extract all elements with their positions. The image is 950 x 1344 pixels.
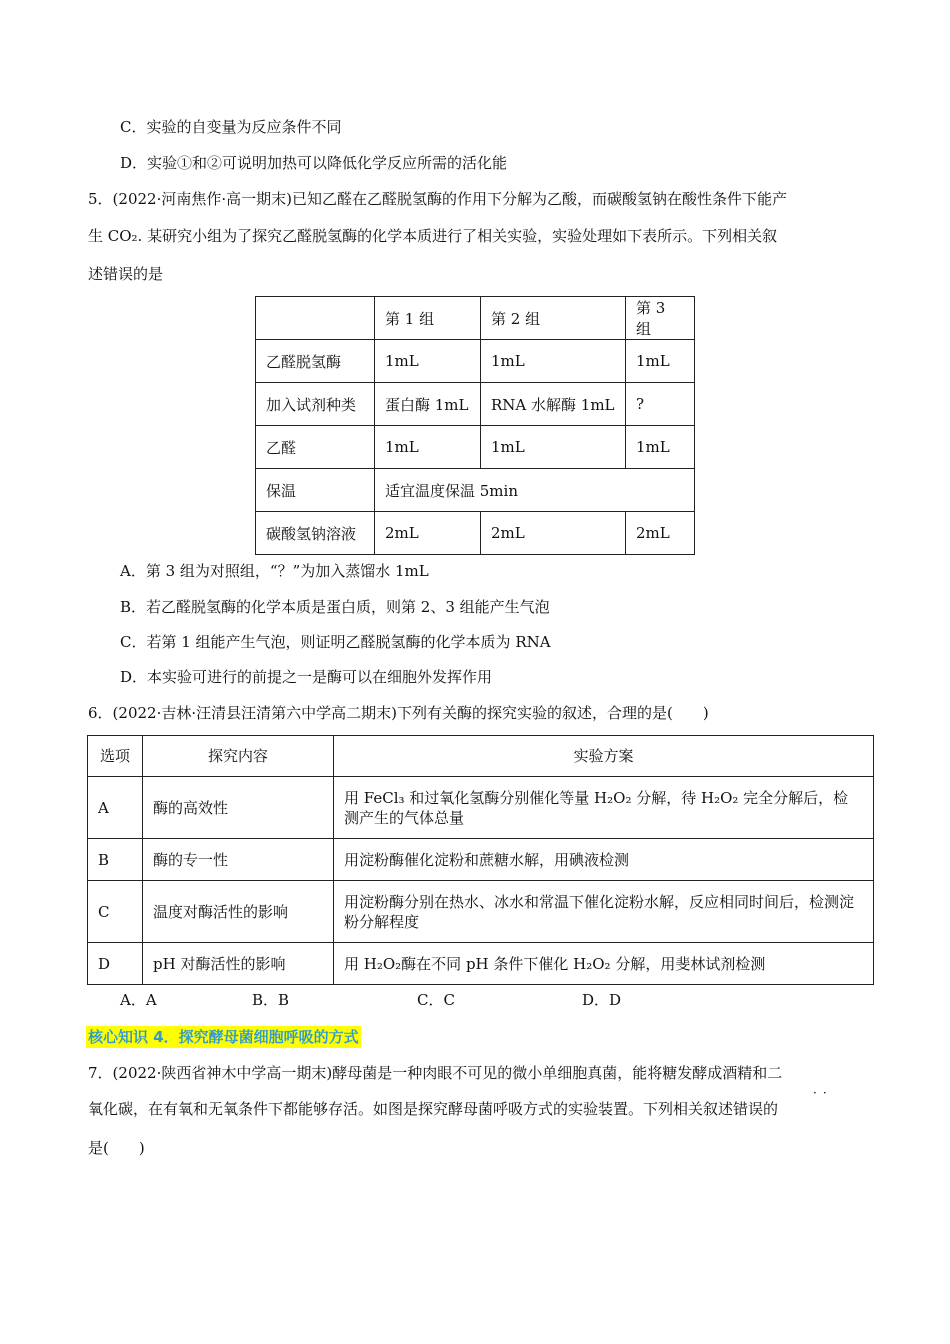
q5-table bbox=[255, 296, 695, 555]
table-cell: 酶的专一性 bbox=[143, 839, 334, 881]
table-cell: 酶的高效性 bbox=[143, 777, 334, 839]
q5-option-d: D．本实验可进行的前提之一是酶可以在细胞外发挥作用 bbox=[120, 668, 493, 686]
table-cell: 碳酸氢钠溶液 bbox=[256, 512, 375, 555]
table-cell: 1mL bbox=[375, 340, 481, 383]
q5-option-b: B．若乙醛脱氢酶的化学本质是蛋白质，则第 2、3 组能产生气泡 bbox=[120, 598, 550, 616]
table-cell: 适宜温度保温 5min bbox=[375, 469, 695, 512]
table-row bbox=[256, 340, 695, 383]
table-row bbox=[256, 512, 695, 555]
table-cell: A bbox=[88, 777, 143, 839]
table-header-cell: 选项 bbox=[88, 736, 143, 777]
table-cell: RNA 水解酶 1mL bbox=[481, 383, 626, 426]
table-cell: 1mL bbox=[375, 426, 481, 469]
q5-option-a: A．第 3 组为对照组，“？”为加入蒸馏水 1mL bbox=[120, 562, 429, 580]
table-cell: 加入试剂种类 bbox=[256, 383, 375, 426]
table-header-row bbox=[88, 736, 874, 777]
table-cell bbox=[256, 297, 375, 340]
emphasis-dots: ·· bbox=[813, 1086, 833, 1100]
table-header-cell: 实验方案 bbox=[334, 736, 874, 777]
q6-option-b: B．B bbox=[252, 991, 290, 1009]
table-cell: D bbox=[88, 943, 143, 985]
table-row bbox=[88, 839, 874, 881]
table-cell: ? bbox=[626, 383, 695, 426]
section-heading: 核心知识 4．探究酵母菌细胞呼吸的方式 bbox=[88, 1028, 359, 1046]
q7-stem-line3: 是( ) bbox=[88, 1139, 145, 1157]
table-row bbox=[88, 943, 874, 985]
table-cell: B bbox=[88, 839, 143, 881]
table-cell: 第 1 组 bbox=[375, 297, 481, 340]
table-cell: 用淀粉酶催化淀粉和蔗糖水解，用碘液检测 bbox=[334, 839, 874, 881]
table-cell: 温度对酶活性的影响 bbox=[143, 881, 334, 943]
table-cell: 2mL bbox=[481, 512, 626, 555]
table-header-cell: 探究内容 bbox=[143, 736, 334, 777]
q7-stem-line2: 氧化碳，在有氧和无氧条件下都能够存活。如图是探究酵母菌呼吸方式的实验装置。下列相关叙述错误的 bbox=[88, 1100, 779, 1118]
table-cell: 用 H₂O₂酶在不同 pH 条件下催化 H₂O₂ 分解，用斐林试剂检测 bbox=[334, 943, 874, 985]
table-cell: C bbox=[88, 881, 143, 943]
table-cell: 1mL bbox=[626, 426, 695, 469]
q5-stem-line3: 述错误的是 bbox=[88, 265, 164, 283]
q6-option-a: A．A bbox=[120, 991, 157, 1009]
table-row bbox=[256, 297, 695, 340]
q4-option-c: C．实验的自变量为反应条件不同 bbox=[120, 118, 342, 136]
table-cell: 1mL bbox=[481, 340, 626, 383]
table-cell: 乙醛脱氢酶 bbox=[256, 340, 375, 383]
table-cell: pH 对酶活性的影响 bbox=[143, 943, 334, 985]
table-cell: 2mL bbox=[626, 512, 695, 555]
table-row bbox=[256, 426, 695, 469]
table-cell: 第 2 组 bbox=[481, 297, 626, 340]
table-row bbox=[256, 383, 695, 426]
table-row bbox=[256, 469, 695, 512]
table-cell: 1mL bbox=[481, 426, 626, 469]
q6-stem: 6．(2022·吉林·汪清县汪清第六中学高二期末)下列有关酶的探究实验的叙述，合理的是( ) bbox=[88, 704, 709, 722]
table-cell: 第 3 组 bbox=[626, 297, 695, 340]
table-cell: 乙醛 bbox=[256, 426, 375, 469]
q6-table bbox=[87, 735, 874, 985]
table-cell: 2mL bbox=[375, 512, 481, 555]
q7-stem-line1: 7．(2022·陕西省神木中学高一期末)酵母菌是一种肉眼不可见的微小单细胞真菌，能将糖发酵成酒精和二 bbox=[88, 1064, 783, 1082]
q6-option-c: C．C bbox=[417, 991, 455, 1009]
table-cell: 蛋白酶 1mL bbox=[375, 383, 481, 426]
q4-option-d: D．实验①和②可说明加热可以降低化学反应所需的活化能 bbox=[120, 154, 508, 172]
table-cell: 1mL bbox=[626, 340, 695, 383]
table-row bbox=[88, 881, 874, 943]
q5-stem-line2: 生 CO₂. 某研究小组为了探究乙醛脱氢酶的化学本质进行了相关实验，实验处理如下表所示。下列相关叙 bbox=[88, 227, 778, 245]
table-cell: 用 FeCl₃ 和过氧化氢酶分别催化等量 H₂O₂ 分解，待 H₂O₂ 完全分解后，检测产生的气体总量 bbox=[334, 777, 874, 839]
q5-stem-line1: 5．(2022·河南焦作·高一期末)已知乙醛在乙醛脱氢酶的作用下分解为乙酸，而碳酸氢钠在酸性条件下能产 bbox=[88, 190, 787, 208]
q5-option-c: C．若第 1 组能产生气泡，则证明乙醛脱氢酶的化学本质为 RNA bbox=[120, 633, 551, 651]
table-cell: 保温 bbox=[256, 469, 375, 512]
table-row bbox=[88, 777, 874, 839]
q6-option-d: D．D bbox=[582, 991, 622, 1009]
table-cell: 用淀粉酶分别在热水、冰水和常温下催化淀粉水解，反应相同时间后，检测淀粉分解程度 bbox=[334, 881, 874, 943]
